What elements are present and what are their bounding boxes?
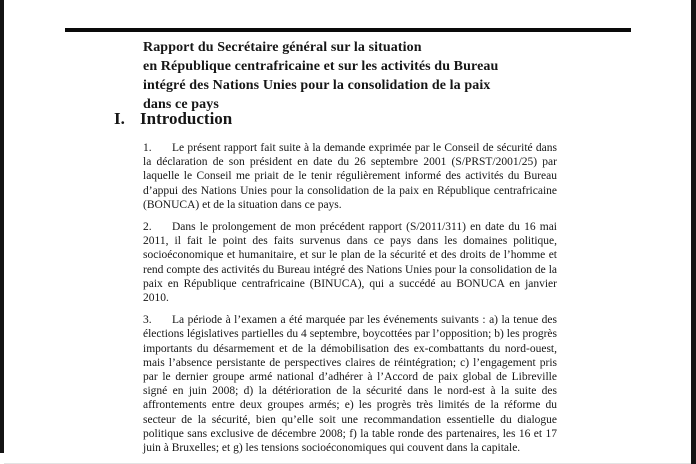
paragraph-3 (143, 313, 557, 455)
paragraph-1-text: Le présent rapport fait suite à la demande exprimée par le Conseil de sécurité dans la déclaration de son président en date du 26 septembre 2001 (S/PRST/2001/25) par laquelle le Conseil me priait de le tenir régulièrement informé des activités du Bureau d’appui des Nations Unies pour la consolidation de la paix en République centrafricaine (BONUCA) et de la situation dans ce pays. (143, 142, 557, 211)
paragraph-2 (143, 220, 557, 305)
page-edge-left (0, 0, 4, 453)
title-rule (65, 28, 631, 32)
report-title-line-4: dans ce pays (143, 97, 219, 112)
section-title: Introduction (140, 109, 233, 128)
report-title-line-3: intégré des Nations Unies pour la consolidation de la paix (143, 78, 491, 93)
paragraph-3-number: 3. (143, 314, 152, 327)
section-number: I. (114, 109, 125, 128)
section-heading-introduction (114, 109, 232, 129)
paragraph-2-text: Dans le prolongement de mon précédent rapport (S/2011/311) en date du 16 mai 2011, il fait le point des faits survenus dans ce pays dans les domaines politique, socioéconomique et humanitaire, et sur le plan de la sécurité et des droits de l’homme et rend compte des activités du Bureau intégré des Nations Unies pour la consolidation de la paix en République centrafricaine (BINUCA), qui a succédé au BONUCA en janvier 2010. (143, 221, 557, 305)
paragraph-1 (143, 141, 557, 212)
report-title-line-1: Rapport du Secrétaire général sur la situation (143, 40, 422, 55)
report-title-line-2: en République centrafricaine et sur les activités du Bureau (143, 59, 499, 74)
report-title (143, 38, 603, 114)
paragraph-3-text: La période à l’examen a été marquée par les événements suivants : a) la tenue des élections législatives partielles du 4 septembre, boycottées par l’opposition; b) les progrès importants du désarmement et de la démobilisation des ex-combattants du nord-ouest, mais l’absence persistante de perspectives claires de réintégration; c) l’engagement pris par le dernier groupe armé national d’adhérer à l’Accord de paix global de Libreville signé en juin 2008; d) la détérioration de la sécurité dans le nord-est à la suite des affrontements entre deux groupes armés; e) les progrès très limités de la réforme du secteur de la sécurité, bien qu’elle soit une recommandation essentielle du dialogue politique sans exclusive de décembre 2008; f) la table ronde des partenaires, les 16 et 17 juin à Bruxelles; et g) les tensions socioéconomiques qui couvent dans la capitale. (143, 314, 557, 455)
paragraph-2-number: 2. (143, 221, 152, 234)
paragraph-1-number: 1. (143, 142, 152, 154)
page-edge-right (691, 0, 696, 464)
document-body (143, 141, 557, 463)
